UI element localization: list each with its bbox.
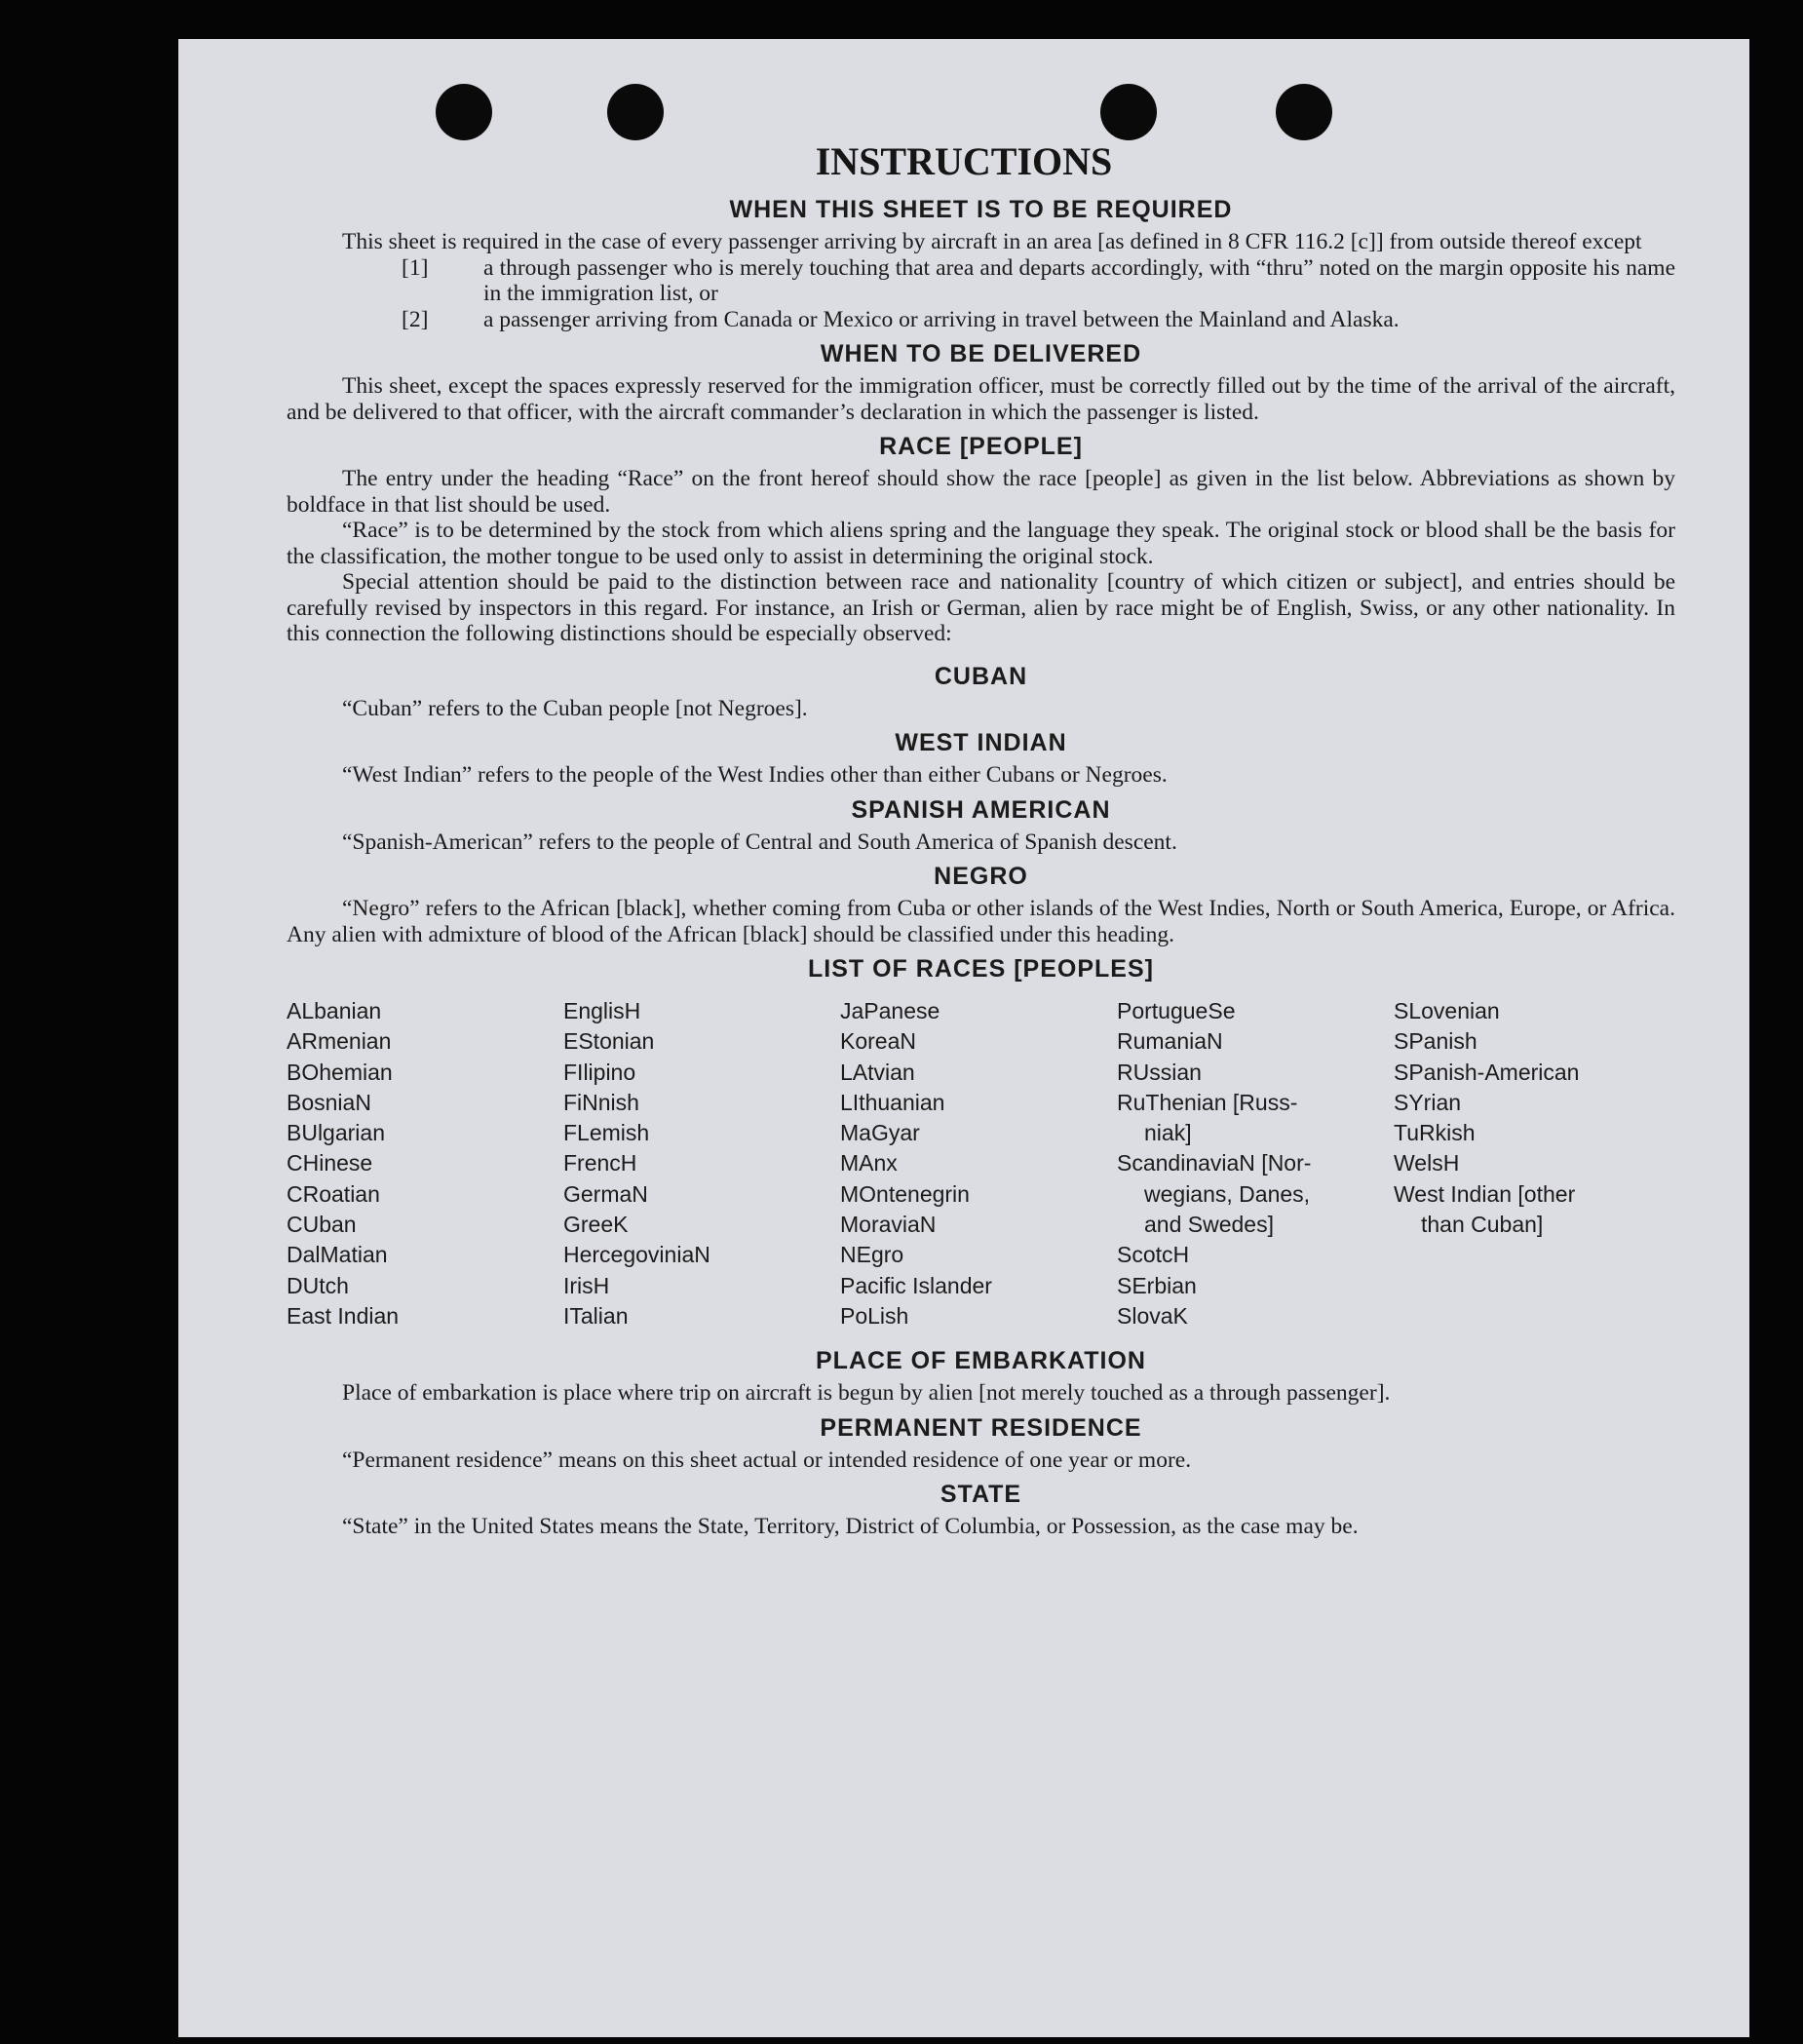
- race-entry: MaGyar: [840, 1120, 920, 1146]
- race-entry: PoLish: [840, 1302, 909, 1329]
- race-entry-continuation: niak]: [1144, 1120, 1192, 1146]
- race-column-3: [840, 996, 1117, 1331]
- race-entry: FiNnish: [563, 1089, 639, 1115]
- section-heading-cuban: CUBAN: [934, 662, 1028, 690]
- race-column-4: [1117, 996, 1394, 1331]
- race-entry: RuThenian [Russ-: [1117, 1089, 1298, 1115]
- race-entry: ALbanian: [287, 998, 382, 1023]
- race-entry-continuation: than Cuban]: [1421, 1212, 1544, 1238]
- document-page: [178, 39, 1749, 2037]
- race-entry: FLemish: [563, 1120, 650, 1146]
- punch-hole: [436, 84, 492, 140]
- race-entry: SPanish: [1394, 1028, 1477, 1055]
- west-indian-text: “West Indian” refers to the people of the West Indies other than either Cubans or Negroes.: [342, 762, 1168, 788]
- race-entry: CUban: [287, 1212, 357, 1238]
- race-entry: FrencH: [563, 1150, 637, 1176]
- race-entry-continuation: wegians, Danes,: [1144, 1180, 1311, 1207]
- section-heading-west-indian: WEST INDIAN: [895, 729, 1067, 756]
- delivered-text: This sheet, except the spaces expressly reserved for the immigration officer, must be correctly filled out by the time of the arrival of the aircraft, and be delivered to that officer, with the aircraft commander’s declaration in which the passenger is listed.: [287, 373, 1675, 425]
- race-entry: BUlgarian: [287, 1120, 385, 1146]
- embarkation-text: Place of embarkation is place where trip on aircraft is begun by alien [not merely touched as a through passenger].: [342, 1380, 1391, 1407]
- negro-text: “Negro” refers to the African [black], whether coming from Cuba or other islands of the West Indies, North or South America, Europe, or Africa. Any alien with admixture of blood of the African [black] should be classified under this heading.: [287, 896, 1675, 947]
- required-item: [1] a through passenger who is merely touching that area and departs accordingly, with “thru” noted on the margin opposite his name in the immigration list, or: [402, 254, 1675, 306]
- race-entry: SlovaK: [1117, 1302, 1188, 1329]
- race-entry: ARmenian: [287, 1028, 392, 1055]
- race-paragraph-2: “Race” is to be determined by the stock from which aliens spring and the language they speak. The original stock or blood shall be the basis for the classification, the mother tongue to be used only to assist in determining the original stock.: [287, 518, 1675, 569]
- race-entry: MAnx: [840, 1150, 898, 1176]
- race-entry: KoreaN: [840, 1028, 916, 1055]
- race-entry: JaPanese: [840, 998, 940, 1023]
- race-entry: ScandinaviaN [Nor-: [1117, 1150, 1312, 1176]
- section-heading-negro: NEGRO: [934, 863, 1028, 890]
- race-entry: BosniaN: [287, 1089, 371, 1115]
- section-heading-delivered: WHEN TO BE DELIVERED: [820, 340, 1142, 367]
- race-entry: CHinese: [287, 1150, 373, 1176]
- race-entry: Pacific Islander: [840, 1272, 992, 1298]
- punch-hole: [1276, 84, 1332, 140]
- required-intro: This sheet is required in the case of every passenger arriving by aircraft in an area [as defined in 8 CFR 116.2 [c]] from outside thereof except: [342, 229, 1642, 254]
- race-entry: LAtvian: [840, 1059, 915, 1085]
- race-entry: ScotcH: [1117, 1242, 1190, 1268]
- race-entry: RUssian: [1117, 1059, 1202, 1085]
- punch-hole: [1100, 84, 1157, 140]
- section-heading-list: LIST OF RACES [PEOPLES]: [808, 955, 1154, 983]
- race-paragraph-3: Special attention should be paid to the distinction between race and nationality [country of which citizen or subject], and entries should be carefully revised by inspectors in this regard. For instance, an Irish or German, alien by race might be of English, Swiss, or any other nationality. In this connection the following distinctions should be especially observed:: [287, 569, 1675, 646]
- race-entry: GermaN: [563, 1180, 648, 1207]
- cuban-text: “Cuban” refers to the Cuban people [not Negroes].: [342, 695, 808, 721]
- race-entry: FIlipino: [563, 1059, 636, 1085]
- race-entry: RumaniaN: [1117, 1028, 1223, 1055]
- race-entry: EStonian: [563, 1028, 655, 1055]
- state-text: “State” in the United States means the State, Territory, District of Columbia, or Possession, as the case may be.: [342, 1514, 1359, 1540]
- race-entry: DUtch: [287, 1272, 349, 1298]
- race-entry: BOhemian: [287, 1059, 393, 1085]
- race-entry: SPanish-American: [1394, 1059, 1580, 1085]
- section-heading-residence: PERMANENT RESIDENCE: [820, 1413, 1142, 1442]
- race-entry: MoraviaN: [840, 1212, 937, 1238]
- race-entry: MOntenegrin: [840, 1180, 970, 1207]
- spanish-american-text: “Spanish-American” refers to the people of Central and South America of Spanish descent.: [342, 829, 1177, 855]
- race-entry: SLovenian: [1394, 998, 1500, 1023]
- required-item: [2] a passenger arriving from Canada or Mexico or arriving in travel between the Mainland and Alaska.: [402, 306, 1400, 332]
- race-entry: WelsH: [1394, 1150, 1460, 1176]
- race-entry: PortugueSe: [1117, 998, 1236, 1023]
- section-heading-embarkation: PLACE OF EMBARKATION: [816, 1347, 1146, 1375]
- race-entry: IrisH: [563, 1272, 610, 1298]
- race-entry: West Indian [other: [1394, 1180, 1576, 1207]
- section-heading-spanish-american: SPANISH AMERICAN: [851, 795, 1111, 824]
- section-heading-race: RACE [PEOPLE]: [879, 433, 1083, 460]
- race-entry: DalMatian: [287, 1242, 388, 1268]
- race-entry-continuation: and Swedes]: [1144, 1212, 1274, 1238]
- race-entry: GreeK: [563, 1212, 629, 1238]
- race-entry: SYrian: [1394, 1089, 1462, 1115]
- race-entry: SErbian: [1117, 1272, 1197, 1298]
- race-list: [287, 996, 1675, 1331]
- section-heading-required: WHEN THIS SHEET IS TO BE REQUIRED: [729, 196, 1233, 223]
- race-entry: HercegoviniaN: [563, 1242, 710, 1268]
- race-entry: CRoatian: [287, 1180, 380, 1207]
- page-title: INSTRUCTIONS: [815, 139, 1113, 183]
- punch-hole: [607, 84, 664, 140]
- race-entry: EnglisH: [563, 998, 641, 1023]
- residence-text: “Permanent residence” means on this sheet actual or intended residence of one year or more.: [342, 1446, 1192, 1473]
- race-column-2: [563, 996, 840, 1331]
- race-paragraph-1: The entry under the heading “Race” on the front hereof should show the race [people] as given in the list below. Abbreviations as shown by boldface in that list should be used.: [287, 466, 1675, 518]
- race-entry: ITalian: [563, 1302, 629, 1329]
- race-entry: East Indian: [287, 1302, 400, 1329]
- race-entry: TuRkish: [1394, 1120, 1476, 1146]
- instructions-body: [287, 190, 1675, 1540]
- section-heading-state: STATE: [940, 1481, 1022, 1509]
- race-entry: LIthuanian: [840, 1089, 945, 1115]
- race-column-1: [287, 996, 563, 1331]
- race-entry: NEgro: [840, 1242, 904, 1268]
- race-column-5: [1394, 996, 1670, 1331]
